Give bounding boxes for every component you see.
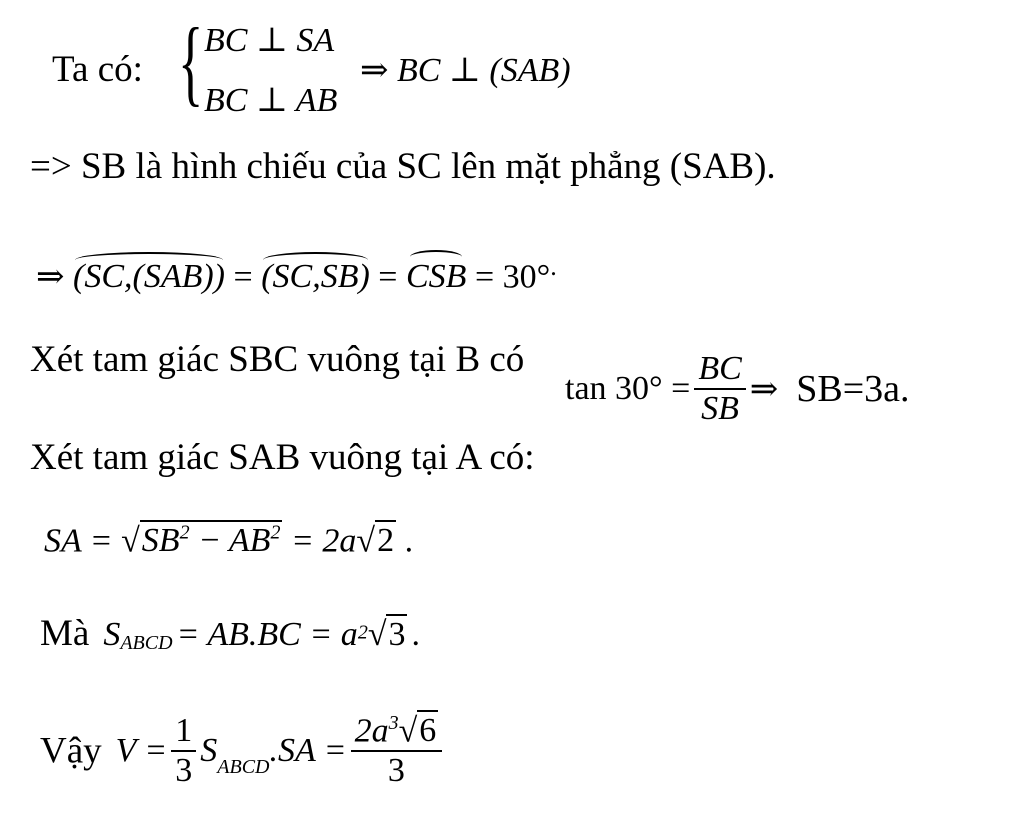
triangle-sab-text: Xét tam giác SAB vuông tại A có: (30, 437, 535, 478)
radicand-2: 2 (377, 522, 395, 560)
result-2a: 2a (354, 712, 389, 750)
area-end-dot: . (411, 616, 420, 653)
fraction-bc-sb (694, 350, 745, 428)
result-exponent: 3 (388, 712, 399, 734)
implies-arrow-2: ⇒ (749, 371, 779, 408)
sqrt-symbol-2: √ (356, 522, 376, 560)
condition-bc-perp-ab: BC ⊥ AB (204, 82, 338, 119)
area-equation (40, 612, 420, 655)
sqrt-symbol-4: √ (398, 712, 418, 750)
area-expression: = AB.BC = a (176, 616, 358, 653)
angle-value: = 30° (474, 258, 551, 296)
result-radicand: 6 (419, 712, 437, 750)
implies-arrow: ⇒ (36, 258, 65, 296)
result-denominator: 3 (387, 752, 405, 790)
volume-s: S (200, 732, 218, 770)
sqrt-symbol-3: √ (367, 616, 387, 653)
sa-lhs: SA = (44, 522, 113, 560)
exponent-sb: 2 (179, 522, 190, 544)
angle-csb: CSB (405, 258, 467, 296)
conclusion-bc-perp-sab: ⇒ BC ⊥ (SAB) (360, 52, 571, 89)
angle-sc-sab: (SC,(SAB)) (73, 258, 226, 296)
one-third-denominator: 3 (175, 752, 193, 790)
angle-sc-sb: (SC,SB) (261, 258, 370, 296)
area-subscript: ABCD (120, 632, 173, 655)
triangle-sbc-text: Xét tam giác SBC vuông tại B có (30, 339, 525, 380)
condition-bc-perp-sa: BC ⊥ SA (204, 22, 335, 59)
fraction-denominator: SB (701, 390, 739, 427)
radicand-sb: SB (141, 522, 180, 560)
sa-value: = 2a (290, 522, 357, 560)
exponent-ab: 2 (270, 522, 281, 544)
left-brace: { (178, 8, 204, 115)
sa-equation (44, 522, 413, 560)
angle-equation (36, 252, 557, 296)
radicand (140, 520, 283, 559)
ta-co-label: Ta có: (52, 49, 143, 90)
volume-sa: .SA = (269, 732, 347, 770)
area-radicand: 3 (388, 616, 406, 653)
volume-result-fraction (351, 712, 443, 790)
volume-equation (40, 712, 442, 790)
trailing-dot: . (550, 252, 557, 281)
sqrt-symbol: √ (121, 522, 140, 560)
volume-lhs: V = (115, 732, 168, 770)
end-dot: . (404, 522, 414, 560)
tan-label: tan 30° = (565, 370, 691, 407)
equals-sign-2: = (378, 258, 398, 296)
fraction-numerator: BC (694, 350, 745, 390)
fraction-one-third (171, 712, 196, 790)
radicand-ab: − AB (189, 522, 271, 560)
result-numerator (351, 712, 443, 752)
tan-equation (565, 350, 910, 428)
one-third-numerator: 1 (171, 712, 196, 752)
projection-statement: => SB là hình chiếu của SC lên mặt phẳng (SAB). (30, 146, 776, 187)
ma-label: Mà (40, 613, 90, 654)
area-exponent: 2 (357, 621, 368, 644)
sb-result: SB=3a. (796, 368, 910, 410)
equals-sign-1: = (233, 258, 253, 296)
area-symbol: S (103, 616, 121, 653)
volume-subscript: ABCD (217, 755, 270, 778)
vay-label: Vậy (40, 730, 102, 772)
